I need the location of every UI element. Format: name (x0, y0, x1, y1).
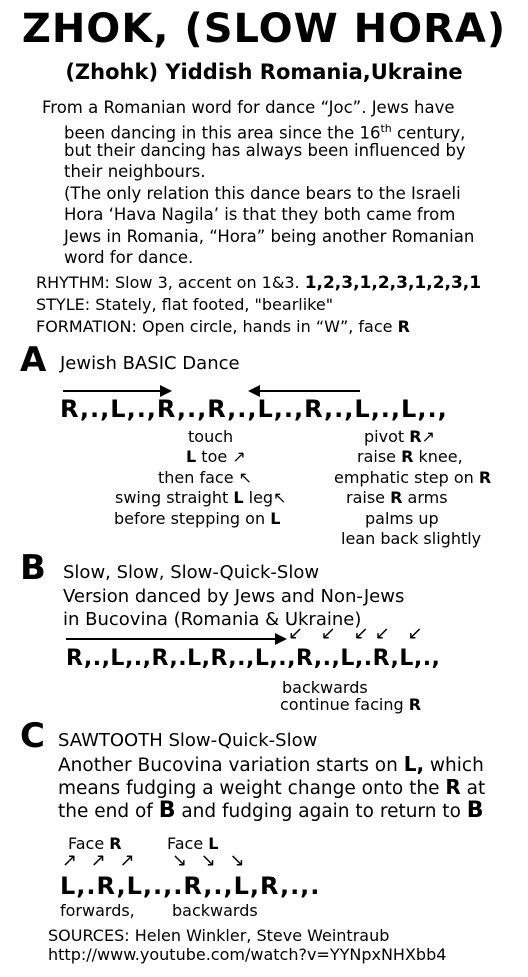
section-b-title: Slow, Slow, Slow-Quick-Slow (63, 562, 320, 583)
intro-line-3: but their dancing has always been influenced by (64, 141, 466, 160)
section-c-line-2: means fudging a weight change onto the R at (58, 775, 486, 799)
section-b-letter: B (20, 548, 46, 588)
arrow-up-right-icon: ↗ (232, 447, 246, 466)
arrow-up-left-icon: ↖ (273, 488, 287, 507)
section-b-line-3: in Bucovina (Romania & Ukraine) (63, 609, 362, 630)
backward-diagonal-arrows: ↘ ↘ ↘ (172, 850, 249, 871)
note-face-l: Face L (167, 834, 219, 853)
forward-arrow-line (66, 638, 276, 640)
intro-line-4: their neighbours. (64, 162, 206, 181)
section-c-title: SAWTOOTH Slow-Quick-Slow (58, 730, 318, 751)
section-b-line-2: Version danced by Jews and Non-Jews (63, 586, 405, 607)
note-before-stepping: before stepping on L (114, 509, 281, 528)
intro-line-2: been dancing in this area since the 16th century, (64, 122, 466, 143)
backward-arrow-line (258, 390, 360, 392)
style-line: STYLE: Stately, flat footed, "bearlike" (36, 295, 334, 314)
forward-arrow-line (63, 390, 161, 392)
source-url-link[interactable]: http://www.youtube.com/watch?v=YYNpxNHXbb4 (48, 945, 447, 964)
section-b-steps: R,.,L,.,R,.L,R,.,L,.,R,.,L,.R,L,., (66, 646, 441, 671)
note-touch: touch (188, 427, 234, 446)
page-subtitle: (Zhohk) Yiddish Romania,Ukraine (65, 60, 463, 84)
note-emphatic-step: emphatic step on R (334, 468, 492, 487)
note-swing: swing straight L leg↖ (115, 488, 287, 507)
note-backwards: backwards (172, 901, 258, 920)
rhythm-line: RHYTHM: Slow 3, accent on 1&3. 1,2,3,1,2,3,1,2,3,1 (36, 273, 482, 293)
note-then-face: then face ↖ (158, 468, 253, 487)
note-continue-facing: continue facing R (280, 695, 422, 714)
sources-line: SOURCES: Helen Winkler, Steve Weintraub (48, 926, 390, 945)
note-l-toe: L toe ↗ (186, 447, 246, 466)
intro-line-7: Jews in Romania, “Hora” being another Romanian (64, 227, 475, 246)
backward-diagonal-arrows: ↙ ↙ ↙↙ ↙ (288, 623, 429, 644)
section-a-letter: A (20, 340, 47, 380)
note-pivot: pivot R↗ (364, 427, 435, 446)
note-lean-back: lean back slightly (341, 529, 482, 548)
formation-line: FORMATION: Open circle, hands in “W”, face R (36, 317, 410, 336)
intro-line-1: From a Romanian word for dance “Joc”. Jews have (42, 98, 455, 117)
section-c-steps: L,.R,L,.,.R,.,L,R,.,. (60, 872, 321, 900)
intro-line-8: word for dance. (64, 248, 194, 267)
arrow-up-left-icon: ↖ (238, 468, 253, 487)
arrow-up-right-icon: ↗ (421, 427, 435, 446)
section-c-letter: C (20, 716, 45, 756)
note-face-r: Face R (68, 834, 122, 853)
note-raise-knee: raise R knee, (357, 447, 463, 466)
forward-diagonal-arrows: ↗ ↗ ↗ (62, 850, 139, 871)
section-a-title: Jewish BASIC Dance (60, 353, 240, 374)
note-forwards: forwards, (60, 901, 135, 920)
note-backwards: backwards (282, 678, 368, 697)
section-c-line-1: Another Bucovina variation starts on L, which (58, 752, 484, 776)
forward-arrowhead (275, 633, 287, 645)
intro-line-5: (The only relation this dance bears to the Israeli (64, 184, 461, 203)
section-a-steps: R,.,L,.,R,.,R,.,L,.,R,.,L,.,L,., (60, 395, 448, 423)
note-raise-arms: raise R arms (346, 488, 448, 507)
page-title: ZHOK, (SLOW HORA) (21, 6, 507, 52)
section-c-line-3: the end of B and fudging again to return to B (58, 798, 484, 823)
note-palms-up: palms up (365, 509, 439, 528)
intro-line-6: Hora ‘Hava Nagila’ is that they both came from (64, 205, 456, 224)
rhythm-pattern: 1,2,3,1,2,3,1,2,3,1 (304, 273, 482, 293)
